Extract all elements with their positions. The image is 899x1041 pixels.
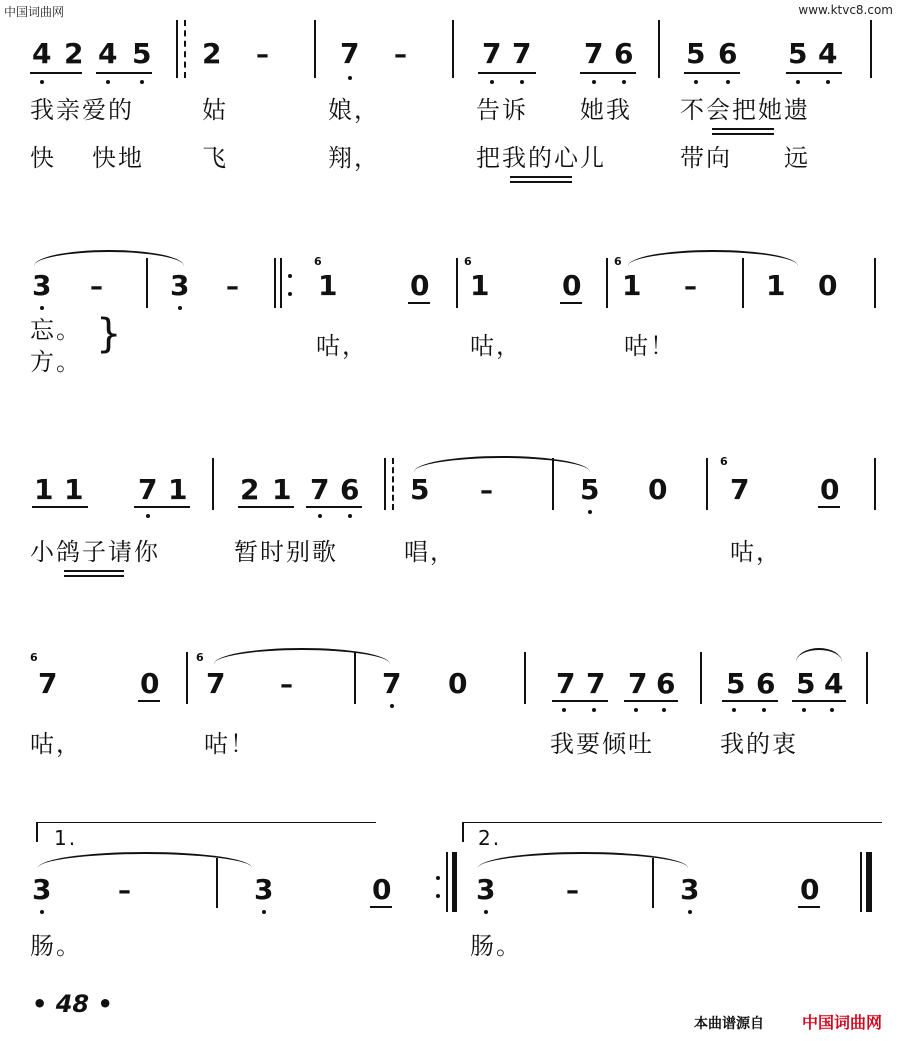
note: 1 <box>318 269 338 302</box>
note: 7 <box>310 473 330 506</box>
note: 0 <box>448 667 468 700</box>
underline <box>552 700 608 702</box>
barline <box>870 20 872 78</box>
note: 5 <box>410 473 430 506</box>
note: 6 <box>614 37 634 70</box>
barline <box>874 258 876 308</box>
barline <box>384 458 386 510</box>
note: 3 <box>170 269 190 302</box>
octave-dot <box>688 910 692 914</box>
lyric: 我的衷 <box>720 730 798 758</box>
octave-dot <box>348 76 352 80</box>
note: 7 <box>482 37 502 70</box>
note: 2 <box>202 37 222 70</box>
lyric: 告诉 <box>476 96 528 124</box>
lyric: 把我的心儿 <box>476 144 606 172</box>
note: 3 <box>32 269 52 302</box>
octave-dot <box>40 306 44 310</box>
tie <box>628 250 798 266</box>
note: 5 <box>686 37 706 70</box>
note: 5 <box>796 667 816 700</box>
octave-dot <box>40 80 44 84</box>
tie <box>414 456 590 472</box>
note: 4 <box>824 667 844 700</box>
lyric-underline <box>712 133 774 135</box>
octave-dot <box>520 80 524 84</box>
lyric: 暂时别歌 <box>234 538 338 566</box>
grace-note: 6 <box>464 255 472 268</box>
lyric: 不会把她遗 <box>680 96 810 124</box>
barline <box>176 20 178 78</box>
lyric: 方。 <box>30 348 82 376</box>
underline <box>792 700 846 702</box>
repeat-barline <box>392 458 394 510</box>
underline <box>370 906 392 908</box>
lyric: 带向 <box>680 144 732 172</box>
note: 0 <box>372 873 392 906</box>
underline <box>684 72 740 74</box>
lyric: 翔， <box>328 144 380 172</box>
octave-dot <box>106 80 110 84</box>
note: 0 <box>410 269 430 302</box>
octave-dot <box>592 708 596 712</box>
underline <box>96 72 152 74</box>
lyric: 忘。 <box>30 316 82 344</box>
barline <box>456 258 458 308</box>
volta-bracket <box>36 822 38 842</box>
octave-dot <box>490 80 494 84</box>
tie <box>796 648 842 662</box>
octave-dot <box>562 708 566 712</box>
barline <box>146 258 148 308</box>
lyric: 娘， <box>328 96 380 124</box>
note: 7 <box>512 37 532 70</box>
note: 3 <box>254 873 274 906</box>
tie <box>34 250 184 266</box>
note: 7 <box>340 37 360 70</box>
underline <box>786 72 842 74</box>
footer-source: 本曲谱源自 <box>694 1016 764 1032</box>
barline <box>314 20 316 78</box>
lyric: 我亲爱的 <box>30 96 134 124</box>
lyric: 肠。 <box>30 932 82 960</box>
volta-bracket <box>462 822 464 842</box>
octave-dot <box>318 514 322 518</box>
dash: – <box>226 272 239 302</box>
dash: – <box>118 876 131 906</box>
octave-dot <box>802 708 806 712</box>
barline <box>860 852 862 912</box>
lyric: 远 <box>784 144 810 172</box>
grace-note: 6 <box>614 255 622 268</box>
underline <box>408 302 430 304</box>
barline <box>280 258 282 308</box>
underline <box>32 506 88 508</box>
lyric: 快 <box>30 144 56 172</box>
note: 2 <box>240 473 260 506</box>
underline <box>624 700 678 702</box>
lyric: 咕！ <box>624 332 676 360</box>
barline <box>706 458 708 510</box>
note: 3 <box>680 873 700 906</box>
note: 0 <box>820 473 840 506</box>
barline <box>216 858 218 908</box>
note: 2 <box>64 37 84 70</box>
note: 4 <box>98 37 118 70</box>
note: 1 <box>168 473 188 506</box>
note: 7 <box>586 667 606 700</box>
octave-dot <box>178 306 182 310</box>
octave-dot <box>262 910 266 914</box>
note: 1 <box>64 473 84 506</box>
volta-line <box>462 822 882 823</box>
note: 5 <box>788 37 808 70</box>
note: 7 <box>138 473 158 506</box>
barline <box>186 652 188 704</box>
note: 6 <box>656 667 676 700</box>
barline <box>866 852 872 912</box>
note: 1 <box>34 473 54 506</box>
note: 0 <box>818 269 838 302</box>
note: 6 <box>756 667 776 700</box>
octave-dot <box>588 510 592 514</box>
octave-dot <box>390 704 394 708</box>
octave-dot <box>762 708 766 712</box>
note: 7 <box>38 667 58 700</box>
note: 7 <box>628 667 648 700</box>
dash: – <box>90 272 103 302</box>
barline <box>742 258 744 308</box>
repeat-dot <box>288 292 292 296</box>
lyric: 咕， <box>470 332 522 360</box>
octave-dot <box>40 910 44 914</box>
lyric: 咕， <box>30 730 82 758</box>
lyric: 咕！ <box>204 730 256 758</box>
footer-brand-link[interactable]: 中国词曲网 <box>802 1013 883 1032</box>
octave-dot <box>146 514 150 518</box>
lyric: 小鸽子请你 <box>30 538 160 566</box>
octave-dot <box>732 708 736 712</box>
underline <box>580 72 636 74</box>
octave-dot <box>634 708 638 712</box>
underline <box>306 506 362 508</box>
watermark-right: www.ktvc8.com <box>798 3 893 17</box>
note: 7 <box>730 473 750 506</box>
barline <box>606 258 608 308</box>
lyric-underline <box>712 128 774 130</box>
lyric: 我要倾吐 <box>550 730 654 758</box>
note: 5 <box>132 37 152 70</box>
note: 0 <box>562 269 582 302</box>
barline <box>524 652 526 704</box>
note: 0 <box>648 473 668 506</box>
octave-dot <box>484 910 488 914</box>
watermark-left: 中国词曲网 <box>4 5 65 19</box>
octave-dot <box>140 80 144 84</box>
underline <box>30 72 82 74</box>
barline <box>452 20 454 78</box>
barline <box>212 458 214 510</box>
note: 0 <box>140 667 160 700</box>
octave-dot <box>796 80 800 84</box>
brace: } <box>96 311 124 357</box>
barline <box>700 652 702 704</box>
tie <box>214 648 390 664</box>
volta-label: 2. <box>478 826 502 850</box>
octave-dot <box>592 80 596 84</box>
lyric-underline <box>510 181 572 183</box>
lyric-underline <box>510 176 572 178</box>
volta-label: 1. <box>54 826 78 850</box>
repeat-dot <box>436 894 440 898</box>
lyric: 咕， <box>730 538 782 566</box>
note: 6 <box>340 473 360 506</box>
barline <box>452 852 457 912</box>
note: 0 <box>800 873 820 906</box>
barline <box>274 258 276 308</box>
octave-dot <box>694 80 698 84</box>
barline <box>446 852 448 912</box>
note: 4 <box>818 37 838 70</box>
lyric: 飞 <box>202 144 228 172</box>
lyric-underline <box>64 570 124 572</box>
dash: – <box>394 40 407 70</box>
lyric: 唱， <box>404 538 456 566</box>
dash: – <box>280 670 293 700</box>
note: 3 <box>32 873 52 906</box>
repeat-barline <box>184 20 186 78</box>
note: 1 <box>470 269 490 302</box>
lyric: 咕， <box>316 332 368 360</box>
barline <box>552 458 554 510</box>
tie <box>38 852 252 868</box>
note: 4 <box>32 37 52 70</box>
volta-line <box>36 822 376 823</box>
octave-dot <box>348 514 352 518</box>
underline <box>560 302 582 304</box>
octave-dot <box>662 708 666 712</box>
barline <box>658 20 660 78</box>
lyric: 快地 <box>92 144 144 172</box>
note: 6 <box>718 37 738 70</box>
underline <box>134 506 190 508</box>
repeat-dot <box>288 274 292 278</box>
octave-dot <box>826 80 830 84</box>
page-number: • 48 • <box>32 990 113 1018</box>
barline <box>354 652 356 704</box>
barline <box>874 458 876 510</box>
underline <box>722 700 778 702</box>
dash: – <box>256 40 269 70</box>
octave-dot <box>622 80 626 84</box>
note: 3 <box>476 873 496 906</box>
note: 7 <box>584 37 604 70</box>
grace-note: 6 <box>720 455 728 468</box>
lyric-underline <box>64 575 124 577</box>
lyric: 肠。 <box>470 932 522 960</box>
underline <box>238 506 294 508</box>
dash: – <box>480 476 493 506</box>
grace-note: 6 <box>314 255 322 268</box>
grace-note: 6 <box>30 651 38 664</box>
octave-dot <box>830 708 834 712</box>
note: 7 <box>556 667 576 700</box>
note: 1 <box>766 269 786 302</box>
grace-note: 6 <box>196 651 204 664</box>
note: 5 <box>726 667 746 700</box>
tie <box>478 852 688 868</box>
underline <box>818 506 840 508</box>
note: 1 <box>622 269 642 302</box>
lyric: 姑 <box>202 96 228 124</box>
note: 5 <box>580 473 600 506</box>
repeat-dot <box>436 876 440 880</box>
note: 7 <box>206 667 226 700</box>
underline <box>478 72 536 74</box>
octave-dot <box>726 80 730 84</box>
barline <box>866 652 868 704</box>
note: 7 <box>382 667 402 700</box>
dash: – <box>566 876 579 906</box>
note: 1 <box>272 473 292 506</box>
barline <box>652 858 654 908</box>
lyric: 她我 <box>580 96 632 124</box>
underline <box>798 906 820 908</box>
underline <box>138 700 160 702</box>
dash: – <box>684 272 697 302</box>
